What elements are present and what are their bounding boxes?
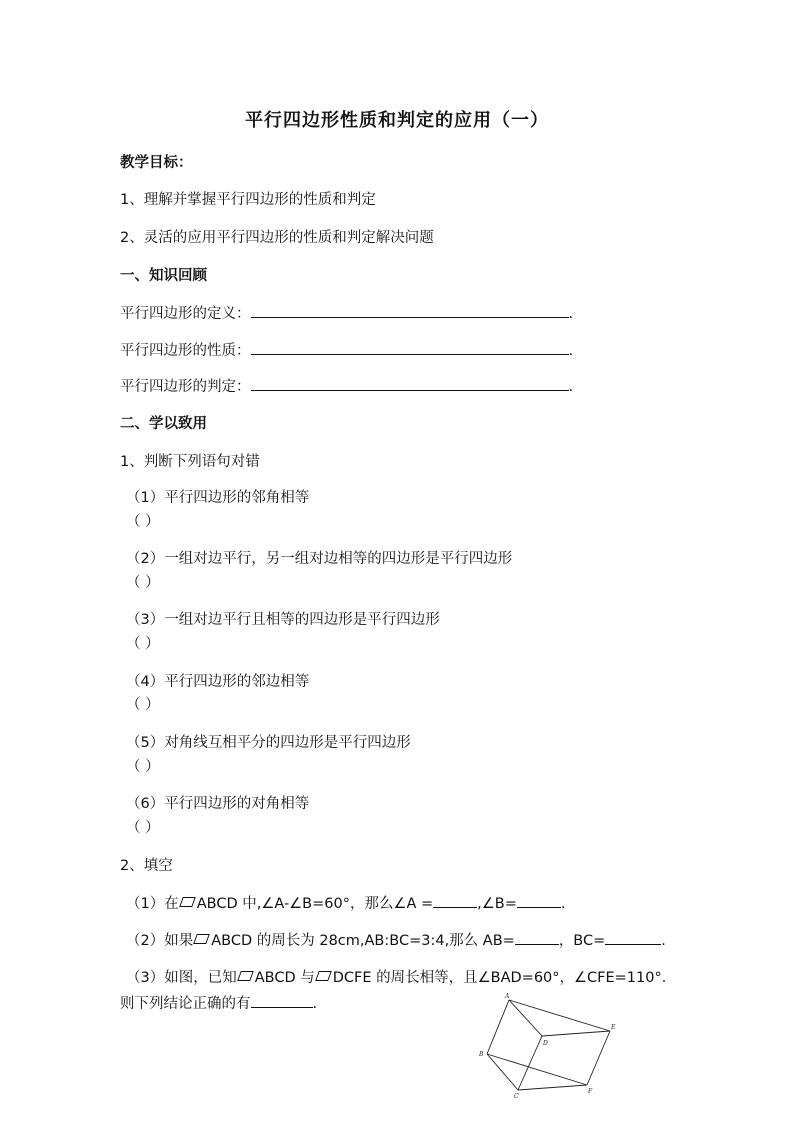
label-b: B xyxy=(479,1051,484,1058)
edge-ab xyxy=(487,1000,509,1054)
label-c: C xyxy=(514,1093,519,1100)
definition-label: 平行四边形的定义： xyxy=(120,306,251,322)
angle-a-blank[interactable] xyxy=(433,893,477,908)
parallelogram-icon xyxy=(179,897,196,907)
q1-item-1: （1）平行四边形的邻角相等 xyxy=(126,490,310,506)
label-e: E xyxy=(611,1024,616,1031)
q1-answer-3[interactable]: （ ） xyxy=(126,636,160,652)
q1-item-5: （5）对角线互相平分的四边形是平行四边形 xyxy=(126,735,411,751)
criteria-label: 平行四边形的判定： xyxy=(120,379,251,395)
angle-b-blank[interactable] xyxy=(517,893,561,908)
q1-answer-2[interactable]: （ ） xyxy=(126,575,160,591)
q1-item-4: （4）平行四边形的邻边相等 xyxy=(126,674,310,690)
parallelogram-figure xyxy=(476,992,616,1102)
label-f: F xyxy=(588,1088,593,1095)
ab-blank[interactable] xyxy=(515,930,559,945)
q2-item-1-prefix: （1）在 xyxy=(126,896,179,912)
q2-item-1 xyxy=(126,893,566,914)
criteria-line xyxy=(120,376,573,397)
edge-cd xyxy=(518,1036,542,1090)
objective-item-2: 2、灵活的应用平行四边形的性质和判定解决问题 xyxy=(120,230,434,246)
label-a: A xyxy=(505,993,510,1000)
q2-item-1-text: ABCD 中,∠A-∠B=60°，那么∠A = xyxy=(196,896,434,912)
objective-item-1: 1、理解并掌握平行四边形的性质和判定 xyxy=(120,192,376,208)
q2-item-2-prefix: （2）如果 xyxy=(126,933,194,949)
definition-period: . xyxy=(568,306,574,322)
q2-item-3-prefix: （3）如图，已知 xyxy=(126,970,237,986)
q2-item-1-end: . xyxy=(560,896,566,912)
q2-item-2-mid: ，BC= xyxy=(558,933,606,949)
q2-item-3-text-b: DCFE 的周长相等，且∠BAD=60°，∠CFE=110°． xyxy=(332,970,677,986)
conclusion-blank[interactable] xyxy=(251,993,313,1008)
property-line xyxy=(120,340,573,361)
q2-item-2-text: ABCD 的周长为 28cm,AB:BC=3:4,那么 AB= xyxy=(211,933,515,949)
section1-heading: 一、知识回顾 xyxy=(120,268,207,284)
label-d: D xyxy=(543,1040,548,1047)
q1-heading: 1、判断下列语句对错 xyxy=(120,454,260,470)
q2-item-3 xyxy=(126,968,676,988)
q1-answer-6[interactable]: （ ） xyxy=(126,820,160,836)
parallelogram-icon xyxy=(315,971,332,981)
edge-bf xyxy=(487,1054,587,1085)
page-title: 平行四边形性质和判定的应用（一） xyxy=(245,110,549,131)
q1-item-2: （2）一组对边平行，另一组对边相等的四边形是平行四边形 xyxy=(126,551,513,567)
criteria-blank[interactable] xyxy=(251,376,569,391)
q2-item-2-end: . xyxy=(661,933,666,949)
q2-item-3-prompt: 则下列结论正确的有 xyxy=(120,996,251,1012)
edge-ef xyxy=(587,1031,610,1085)
q2-item-3-end: . xyxy=(312,996,318,1012)
q1-answer-4[interactable]: （ ） xyxy=(126,697,160,713)
property-period: . xyxy=(568,343,574,359)
bc-blank[interactable] xyxy=(605,930,661,945)
parallelogram-icon xyxy=(237,971,254,981)
edge-bc xyxy=(487,1054,518,1090)
property-blank[interactable] xyxy=(251,340,569,355)
q1-item-3: （3）一组对边平行且相等的四边形是平行四边形 xyxy=(126,612,440,628)
q1-item-6: （6）平行四边形的对角相等 xyxy=(126,796,310,812)
edge-fc xyxy=(518,1085,587,1090)
q2-item-2 xyxy=(126,930,666,951)
q2-item-3-question xyxy=(120,993,317,1014)
criteria-period: . xyxy=(568,379,574,395)
q2-heading: 2、填空 xyxy=(120,858,173,874)
parallelogram-icon xyxy=(193,934,210,944)
objectives-heading: 教学目标： xyxy=(120,155,193,171)
edge-ae xyxy=(509,1000,610,1031)
edge-de xyxy=(542,1031,610,1036)
section2-heading: 二、学以致用 xyxy=(120,416,207,432)
q1-answer-1[interactable]: （ ） xyxy=(126,514,160,530)
property-label: 平行四边形的性质： xyxy=(120,343,251,359)
q2-item-1-mid: ,∠B= xyxy=(477,896,517,912)
q1-answer-5[interactable]: （ ） xyxy=(126,759,160,775)
definition-line xyxy=(120,303,573,324)
q2-item-3-text-a: ABCD 与 xyxy=(254,970,315,986)
definition-blank[interactable] xyxy=(251,303,569,318)
